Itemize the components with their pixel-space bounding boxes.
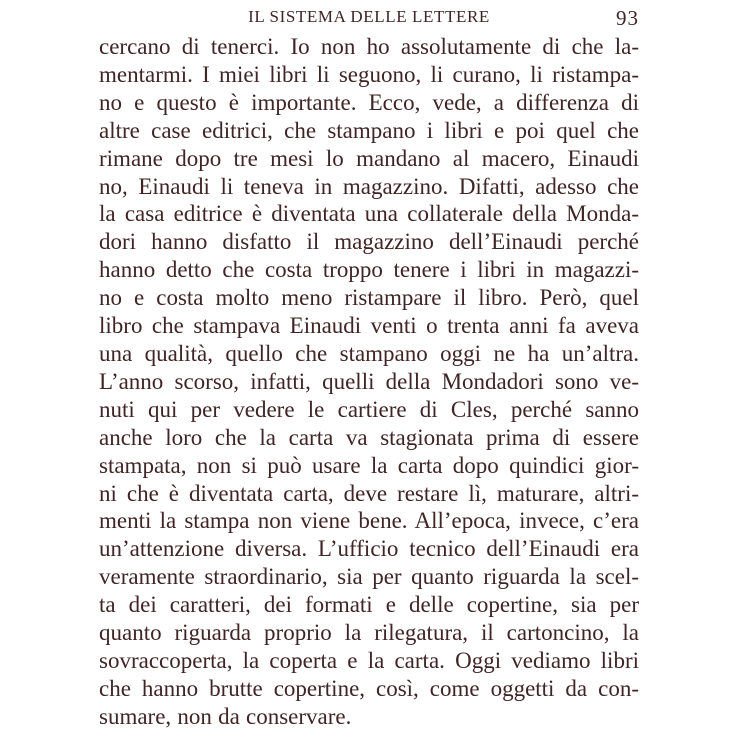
text-line: ta dei caratteri, dei formati e delle copertine, sia per <box>99 592 639 618</box>
running-head-title: IL SISTEMA DELLE LETTERE <box>248 7 490 26</box>
text-line: libro che stampava Einaudi venti o trenta anni fa aveva <box>99 313 639 339</box>
page-number: 93 <box>616 6 639 30</box>
text-line: nuti qui per vedere le cartiere di Cles, perché sanno <box>99 396 639 422</box>
text-line: mentarmi. I miei libri li seguono, li curano, li ristampa- <box>99 61 639 87</box>
text-line: no, Einaudi li teneva in magazzino. Difatti, adesso che <box>99 173 639 199</box>
text-line: anche loro che la carta va stagionata prima di essere <box>99 424 639 450</box>
text-line: no e questo è importante. Ecco, vede, a differenza di <box>99 89 639 115</box>
text-line: no e costa molto meno ristampare il libro. Però, quel <box>99 285 639 311</box>
text-line: menti la stampa non viene bene. All’epoca, invece, c’era <box>99 508 639 534</box>
text-line: sumare, non da conservare. <box>99 703 352 729</box>
text-line: una qualità, quello che stampano oggi ne ha un’altra. <box>99 340 639 366</box>
text-line: veramente straordinario, sia per quanto riguarda la scel- <box>99 564 639 590</box>
text-line: hanno detto che costa troppo tenere i libri in magazzi- <box>99 257 639 283</box>
text-line: altre case editrici, che stampano i libri e poi quel che <box>99 117 639 143</box>
text-line: cercano di tenerci. Io non ho assolutamente di che la- <box>99 34 639 59</box>
text-line: un’attenzione diversa. L’ufficio tecnico dell’Einaudi era <box>99 536 639 562</box>
text-line: rimane dopo tre mesi lo mandano al macero, Einaudi <box>99 145 639 171</box>
page-body <box>99 33 639 731</box>
text-line: che hanno brutte copertine, così, come oggetti da con- <box>99 675 639 701</box>
page-header <box>99 6 639 30</box>
text-line: sovraccoperta, la coperta e la carta. Oggi vediamo libri <box>99 647 639 673</box>
text-line: stampata, non si può usare la carta dopo quindici gior- <box>99 452 639 478</box>
text-line: L’anno scorso, infatti, quelli della Mondadori sono ve- <box>99 368 639 394</box>
text-line: dori hanno disfatto il magazzino dell’Einaudi perché <box>99 229 639 255</box>
text-line: la casa editrice è diventata una collaterale della Monda- <box>99 201 639 227</box>
text-line: quanto riguarda proprio la rilegatura, il cartoncino, la <box>99 620 639 646</box>
text-line: ni che è diventata carta, deve restare lì, maturare, altri- <box>99 480 639 506</box>
